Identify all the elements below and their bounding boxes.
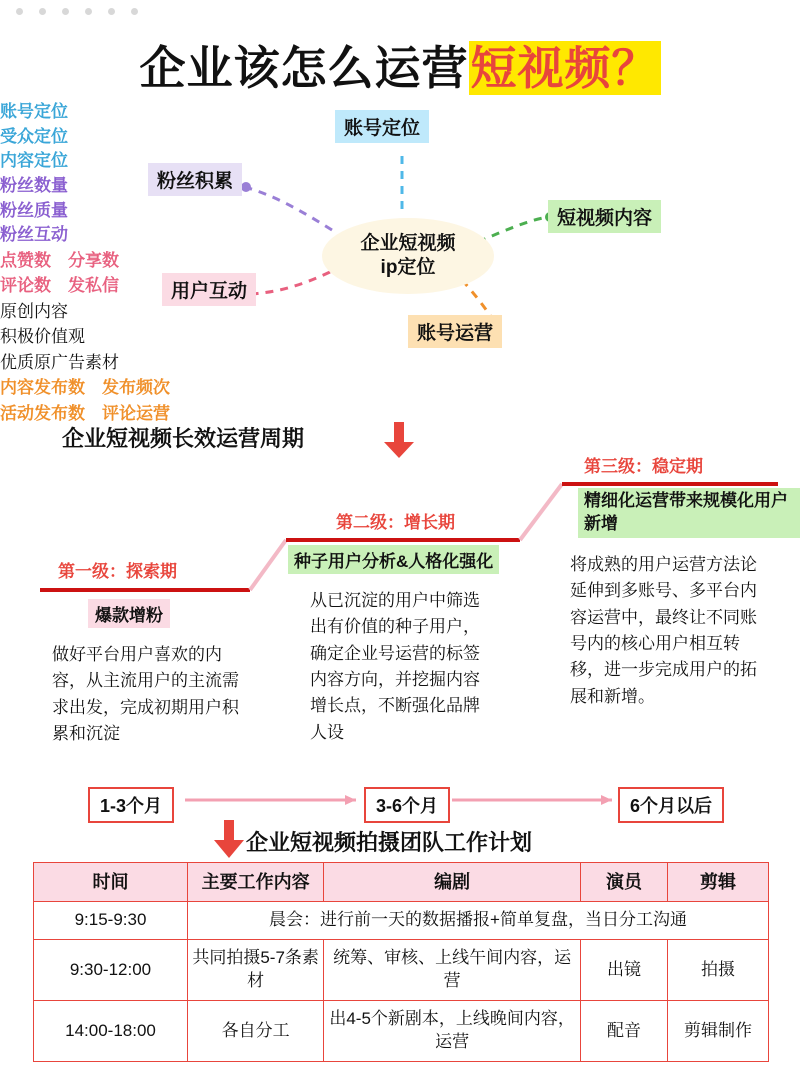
stage-1-period: 1-3个月: [88, 787, 174, 823]
mindmap-center-node: [322, 218, 494, 294]
cell-actor: 出镜: [581, 940, 668, 1001]
operation-item-1: 内容发布数 发布频次: [0, 378, 170, 398]
stage-3-tag: 精细化运营带来规模化用户新增: [578, 488, 800, 538]
account-item-2: 受众定位: [0, 126, 68, 146]
window-dots: [16, 8, 138, 15]
page-title: [0, 32, 800, 98]
interaction-item-1: 点赞数 分享数: [0, 250, 119, 270]
cell-writer: 出4-5个新剧本，上线晚间内容，运营: [324, 1001, 581, 1062]
plan-down-arrow-icon: [210, 818, 250, 860]
stage-3-period: 6个月以后: [618, 787, 724, 823]
table-row: [34, 902, 769, 940]
stage-1-tag: 爆款增粉: [88, 599, 170, 628]
cell-editor: 剪辑制作: [668, 1001, 769, 1062]
cell-time: 9:30-12:00: [34, 940, 188, 1001]
stage-3-text: 将成熟的用户运营方法论延伸到多账号、多平台内容运营中，最终让不同账号内的核心用户相互转移，进一步完成用户的拓展和新增。: [570, 555, 757, 706]
stage-2-period: 3-6个月: [364, 787, 450, 823]
operation-item-2: 活动发布数 评论运营: [0, 403, 170, 423]
cycle-heading-text: 企业短视频长效运营周期: [62, 426, 305, 451]
th-time: 时间: [34, 863, 188, 902]
node-short-video-content: 短视频内容: [548, 200, 661, 233]
cell-time: 9:15-9:30: [34, 902, 188, 940]
center-line-1: 企业短视频: [360, 233, 456, 254]
table-row: [34, 940, 769, 1001]
content-item-1: 原创内容: [0, 301, 68, 321]
fans-item-1: 粉丝数量: [0, 175, 68, 195]
th-actor: 演员: [581, 863, 668, 902]
interaction-item-2: 评论数 发私信: [0, 276, 119, 296]
cell-work: 各自分工: [188, 1001, 324, 1062]
growth-cycle: [0, 440, 800, 816]
mindmap: [0, 100, 800, 430]
cell-work: 共同拍摄5-7条素材: [188, 940, 324, 1001]
cell-editor: 拍摄: [668, 940, 769, 1001]
content-item-3: 优质原广告素材: [0, 352, 119, 372]
fans-item-3: 粉丝互动: [0, 225, 68, 245]
stage-2-tag: 种子用户分析&人格化强化: [288, 545, 499, 574]
th-work: 主要工作内容: [188, 863, 324, 902]
plan-heading: 企业短视频拍摄团队工作计划: [246, 830, 533, 855]
th-writer: 编剧: [324, 863, 581, 902]
stage-2-label: 第二级：增长期: [336, 513, 455, 532]
cell-writer: 统筹、审核、上线午间内容，运营: [324, 940, 581, 1001]
table-header-row: [34, 863, 769, 902]
cell-actor: 配音: [581, 1001, 668, 1062]
cell-time: 14:00-18:00: [34, 1001, 188, 1062]
node-account-operation: 账号运营: [408, 315, 502, 348]
node-user-interaction: 用户互动: [162, 273, 256, 306]
page-title-part2: 短视频？: [470, 41, 659, 95]
fans-item-2: 粉丝质量: [0, 200, 68, 220]
work-plan-table: [33, 862, 769, 1062]
table-row: [34, 1001, 769, 1062]
cell-work-merged: 晨会：进行前一天的数据播报+简单复盘，当日分工沟通: [188, 902, 769, 940]
stage-1-label: 第一级：探索期: [58, 562, 177, 581]
node-account-position: 账号定位: [335, 110, 429, 143]
content-item-2: 积极价值观: [0, 327, 85, 347]
account-item-1: 账号定位: [0, 102, 68, 121]
stage-2-text: 从已沉淀的用户中筛选出有价值的种子用户，确定企业号运营的标签内容方向，并挖掘内容增长点，不断强化品牌人设: [310, 591, 480, 742]
stage-3-label: 第三级：稳定期: [584, 457, 703, 476]
account-item-3: 内容定位: [0, 151, 68, 171]
node-fans: 粉丝积累: [148, 163, 242, 196]
page-title-part1: 企业该怎么运营: [139, 41, 469, 95]
stage-1-text: 做好平台用户喜欢的内容，从主流用户的主流需求出发，完成初期用户积累和沉淀: [52, 645, 239, 744]
center-line-2: ip定位: [380, 256, 436, 278]
th-editor: 剪辑: [668, 863, 769, 902]
